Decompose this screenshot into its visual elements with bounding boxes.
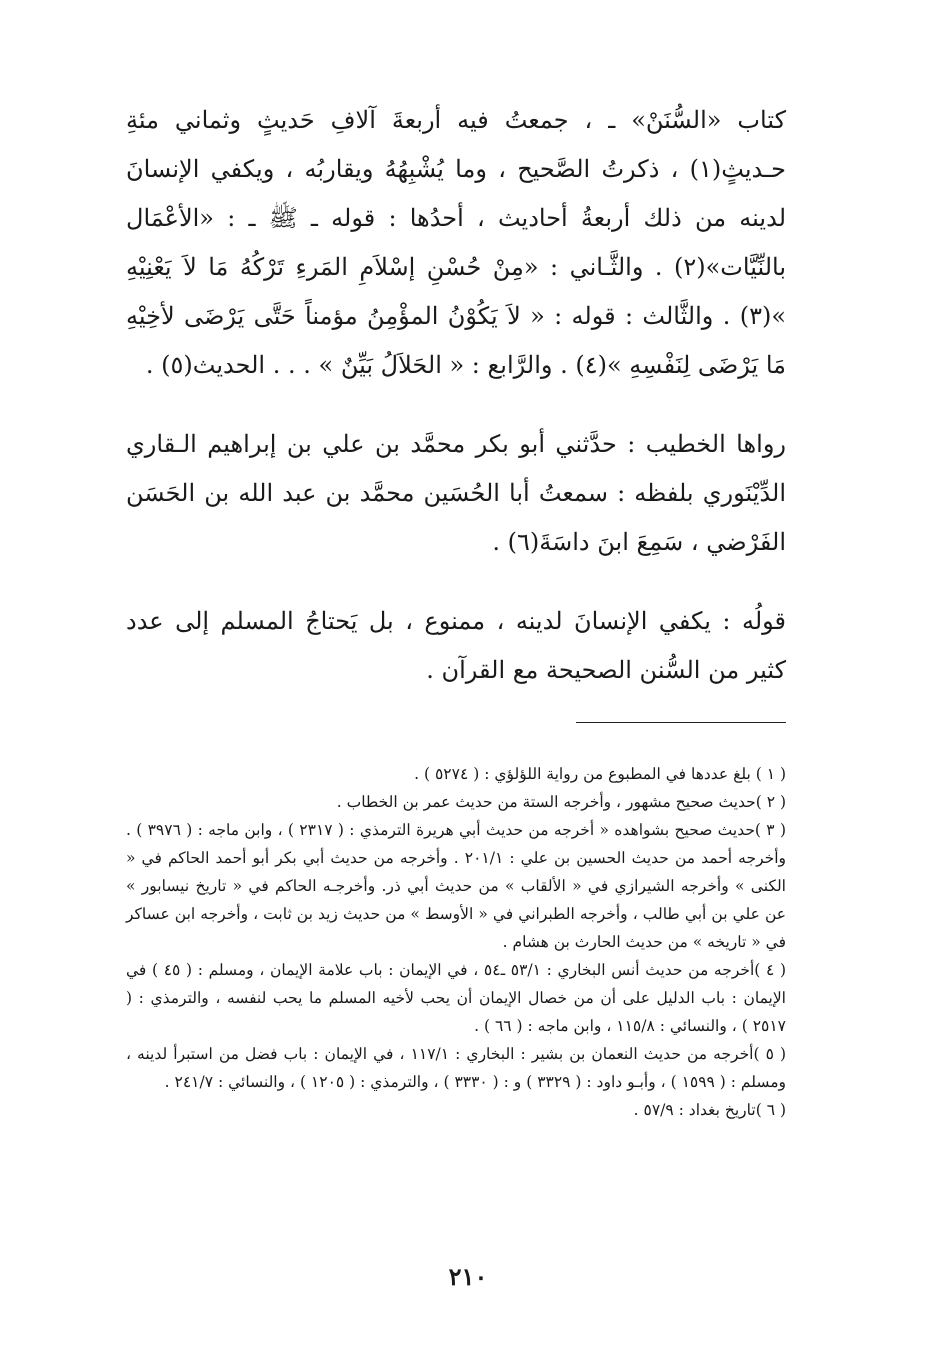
footnote-separator [576,722,786,723]
paragraph-commentary: قولُه : يكفي الإنسانَ لدينه ، ممنوع ، بل يَحتاجُ المسلم إلى عدد كثير من السُّنن الصحيحة مع القرآن . [126,607,786,684]
footnote-1: ( ١ ) بلغ عددها في المطبوع من رواية اللؤلؤي : ( ٥٢٧٤ ) . [414,765,786,783]
footnote-3: ( ٣ )حديث صحيح بشواهده « أخرجه من حديث أبي هريرة الترمذي : ( ٢٣١٧ ) ، وابن ماجه : ( ٣٩٧٦ ) . وأخرجه أحمد من حديث الحسين بن علي : ٢٠١/١ . وأخرجه من حديث أبي بكر أبو أحمد الحاكم في « الكنى » وأخرجه الشيرازي في « الألقاب » من حديث أبي ذر. وأخرجـه الحاكم في « تاريخ نيسابور » عن علي بن أبي طالب ، وأخرجه الطبراني في « الأوسط » من حديث زيد بن ثابت ، وأخرجه ابن عساكر في « تاريخه » من حديث الحارث بن هشام . [126,821,786,951]
footnote-5: ( ٥ )أخرجه من حديث النعمان بن بشير : البخاري : ١١٧/١ ، في الإيمان : باب فضل من استبرأ لدينه ، ومسلم : ( ١٥٩٩ ) ، وأبـو داود : ( ٣٣٢٩ ) و : ( ٣٣٣٠ ) ، والترمذي : ( ١٢٠٥ ) ، والنسائي : ٢٤١/٧ . [126,1045,787,1091]
footnote-4: ( ٤ )أخرجه من حديث أنس البخاري : ٥٣/١ ـ٥٤ ، في الإيمان : باب علامة الإيمان ، ومسلم : ( ٤٥ ) في الإيمان : باب الدليل على أن من خصال الإيمان أن يحب لأخيه المسلم ما يحب لنفسه ، والترمذي : ( ٢٥١٧ ) ، والنسائي : ١١٥/٨ ، وابن ماجه : ( ٦٦ ) . [126,961,786,1035]
footnote-6: ( ٦ )تاريخ بغداد : ٥٧/٩ . [633,1101,786,1119]
footnote-2: ( ٢ )حديث صحيح مشهور ، وأخرجه الستة من حديث عمر بن الخطاب . [336,793,786,811]
paragraph-sunan-hadith-count: كتاب «السُّنَنْ» ـ ، جمعتُ فيه أربعةَ آلافِ حَديثٍ وثماني مئةِ حـديثٍ(١) ، ذكرتُ الصَّحيح ، وما يُشْبِهُهُ ويقاربُه ، ويكفي الإنسانَ لدينه من ذلك أربعةُ أحاديث ، أحدُها : قوله ـ ﷺ ـ : «الأعْمَال بالنِّيَّات»(٢) . والثَّـاني : «مِنْ حُسْنِ إسْلاَمِ المَرءِ تَرْكُهُ مَا لاَ يَعْنِيْهِ »(٣) . والثَّالث : قوله : « لاَ يَكُوْنُ المؤْمِنُ مؤمناً حَتَّى يَرْضَى لأخِيْهِ مَا يَرْضَى لِنَفْسِهِ »(٤) . والرَّابع : « الحَلاَلُ بَيِّنٌ » . . . الحديث(٥) . [126,106,787,379]
paragraph-khatib-narration: رواها الخطيب : حدَّثني أبو بكر محمَّد بن علي بن إبراهيم الـقاري الدِّيْنَوري بلفظه : سمعتُ أبا الحُسَين محمَّد بن عبد الله بن الحَسَن الفَرْضي ، سَمِعَ ابنَ داسَةَ(٦) . [126,430,786,556]
main-text [126,96,786,695]
page-number: ٢١٠ [448,1262,488,1291]
footnotes [126,760,786,1124]
